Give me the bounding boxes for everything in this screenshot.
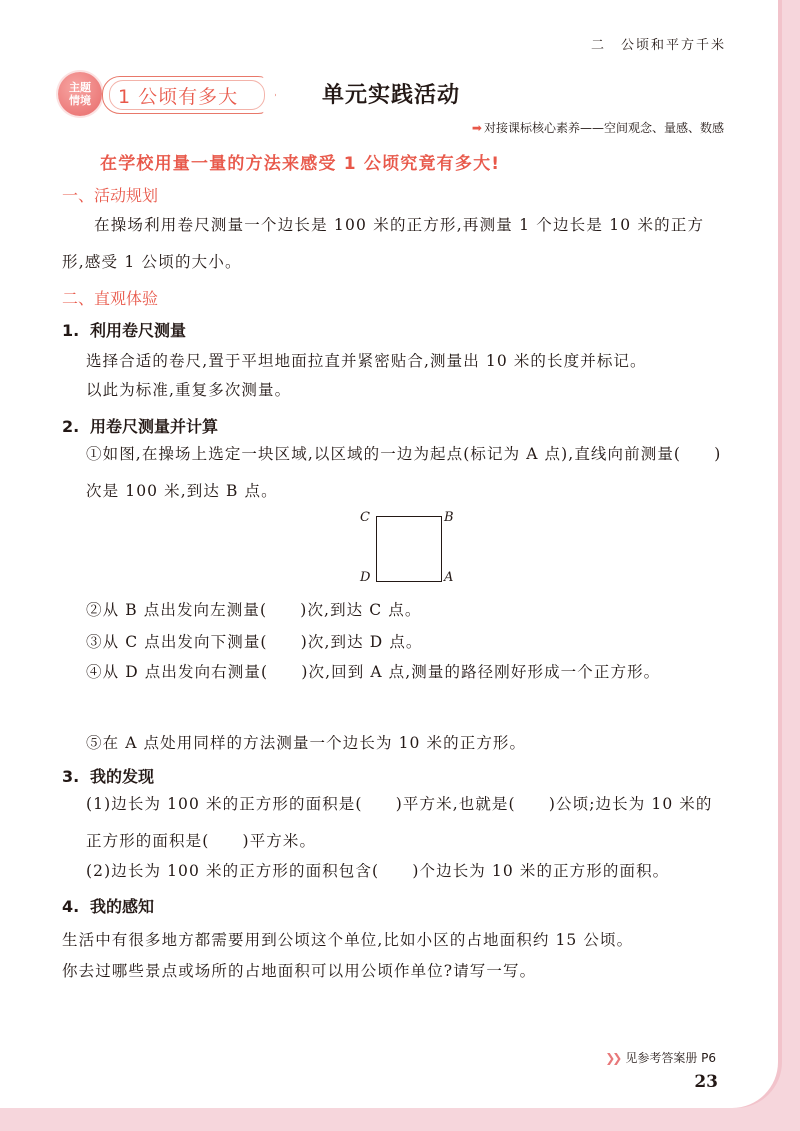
item-4-label: 我的感知	[90, 897, 155, 916]
standards-note	[472, 119, 724, 136]
item-2-step-4: ④从 D 点出发向右测量( )次,回到 A 点,测量的路径刚好形成一个正方形。	[86, 663, 661, 681]
item-2-step-5: ⑤在 A 点处用同样的方法测量一个边长为 10 米的正方形。	[86, 734, 527, 752]
item-1-line-1: 选择合适的卷尺,置于平坦地面拉直并紧密贴合,测量出 10 米的长度并标记。	[86, 352, 647, 370]
item-3-finding-2: (2)边长为 100 米的正方形的面积包含( )个边长为 10 米的正方形的面积。	[86, 862, 670, 880]
item-2-label: 用卷尺测量并计算	[90, 417, 219, 436]
double-chevron-icon: ❯❯	[605, 1051, 620, 1065]
section-experience-title: 二、直观体验	[62, 289, 159, 308]
item-2-step-2: ②从 B 点出发向左测量( )次,到达 C 点。	[86, 601, 422, 619]
item-2-number: 2.	[62, 417, 80, 436]
item-4-line-1: 生活中有很多地方都需要用到公顷这个单位,比如小区的占地面积约 15 公顷。	[62, 931, 634, 949]
item-4-line-2: 你去过哪些景点或场所的占地面积可以用公顷作单位?请写一写。	[62, 962, 537, 980]
page-title: 单元实践活动	[322, 83, 461, 108]
item-4-title	[62, 894, 154, 917]
item-3-label: 我的发现	[90, 767, 155, 786]
square-diagram	[356, 510, 460, 586]
standards-text: 对接课标核心素养——空间观念、量感、数感	[483, 121, 724, 135]
section-plan-title: 一、活动规划	[62, 186, 159, 205]
chapter-header: 二 公顷和平方千米	[590, 38, 726, 53]
item-3-finding-1: (1)边长为 100 米的正方形的面积是( )平方米,也就是( )公顷;边长为 10 米的正方形的面积是( )平方米。	[86, 795, 713, 850]
page-number: 23	[694, 1072, 718, 1092]
vertex-d-label: D	[360, 570, 371, 585]
theme-badge-text: 主题情境	[69, 81, 91, 107]
answer-reference-text: 见参考答案册 P6	[625, 1051, 716, 1065]
theme-badge	[58, 72, 102, 116]
intro-prompt: 在学校用量一量的方法来感受 1 公顷究竟有多大!	[100, 154, 501, 174]
item-1-line-2: 以此为标准,重复多次测量。	[86, 381, 292, 399]
topic-label: 1 公顷有多大	[118, 86, 239, 108]
item-2-step-3: ③从 C 点出发向下测量( )次,到达 D 点。	[86, 633, 423, 651]
square-outline	[376, 516, 442, 582]
answer-reference	[605, 1049, 716, 1066]
vertex-a-label: A	[444, 570, 454, 585]
item-2-step-1: ①如图,在操场上选定一块区域,以区域的一边为起点(标记为 A 点),直线向前测量( )次是 100 米,到达 B 点。	[86, 445, 722, 500]
item-1-title	[62, 318, 186, 341]
item-1-number: 1.	[62, 321, 80, 340]
vertex-c-label: C	[360, 510, 370, 525]
item-1-label: 利用卷尺测量	[90, 321, 187, 340]
item-4-number: 4.	[62, 897, 80, 916]
section-plan-text: 在操场利用卷尺测量一个边长是 100 米的正方形,再测量 1 个边长是 10 米的正方形,感受 1 公顷的大小。	[62, 216, 705, 271]
item-3-title	[62, 764, 154, 787]
item-2-title	[62, 414, 218, 437]
item-3-number: 3.	[62, 767, 80, 786]
arrow-right-icon: ➡	[471, 121, 482, 135]
vertex-b-label: B	[444, 510, 454, 525]
